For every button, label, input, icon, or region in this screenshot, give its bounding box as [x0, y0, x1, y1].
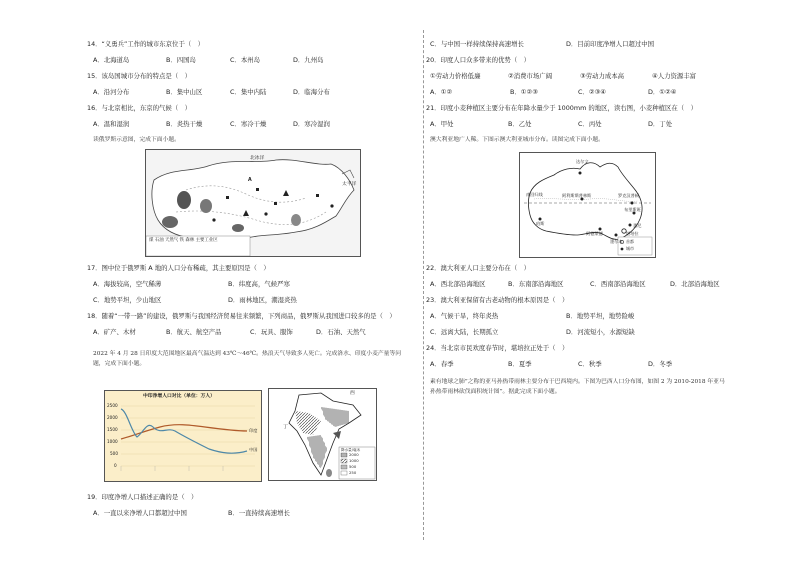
q16-option-b[interactable]: B．炎热干燥 — [166, 120, 203, 128]
label-xi: 西 — [350, 391, 355, 396]
q17-option-d[interactable]: D．雨林地区，潮湿炎热 — [228, 296, 297, 304]
q20-option-d[interactable]: D．①②④ — [648, 88, 677, 96]
q15-option-c[interactable]: C．集中内陆 — [230, 88, 267, 96]
q20-item-1: ①劳动力价格低廉 — [430, 72, 481, 80]
column-divider — [423, 30, 424, 540]
population-chart-svg — [105, 391, 261, 481]
q16-option-a[interactable]: A．温和湿润 — [93, 120, 130, 128]
q24-option-d[interactable]: D．冬季 — [648, 360, 673, 368]
q17-option-b[interactable]: B．纬度高，气候严寒 — [228, 280, 290, 288]
legend-city: 城市 — [626, 246, 634, 251]
russia-map — [145, 149, 361, 257]
q21-option-c[interactable]: C．丙处 — [578, 120, 602, 128]
q22-option-a[interactable]: A．西北部沿海地区 — [430, 280, 486, 288]
legend-gas: 天然气 — [165, 238, 179, 243]
q14-option-a[interactable]: A．北海道岛 — [93, 56, 130, 64]
legend-coal: 煤 — [149, 238, 154, 243]
y-tick-500: 500 — [110, 451, 118, 456]
legend-250: 250 — [349, 470, 357, 475]
population-chart — [104, 390, 262, 482]
q20-option-a[interactable]: A．①② — [430, 88, 453, 96]
q19-option-a[interactable]: A．一直以来净增人口都超过中国 — [93, 509, 187, 517]
q17-option-c[interactable]: C．地势平坦，少山地区 — [93, 296, 162, 304]
q14-stem: 14．“义勇兵”工作的城市东京位于（ ） — [87, 40, 205, 48]
q16-option-c[interactable]: C．寒冷干燥 — [230, 120, 267, 128]
label-pacific-ocean: 太平洋 — [342, 182, 357, 187]
legend-1000: 1000 — [349, 458, 359, 463]
q20-option-c[interactable]: C．②③④ — [578, 88, 607, 96]
q22-option-b[interactable]: B．东南部沿海地区 — [508, 280, 564, 288]
label-china: 中国 — [249, 447, 258, 452]
q17-stem: 17．图中位于俄罗斯 A 地的人口分布稀疏，其主要原因是（ ） — [87, 264, 270, 272]
label-arctic-ocean: 北冰洋 — [250, 156, 265, 161]
q19-option-d[interactable]: D．目前印度净增人口超过中国 — [566, 40, 654, 48]
legend-iron: 铁 — [179, 238, 185, 243]
q14-option-d[interactable]: D．九州岛 — [293, 56, 324, 64]
q14-option-c[interactable]: C．本州岛 — [230, 56, 261, 64]
australia-map — [519, 152, 656, 258]
india-line — [121, 425, 247, 439]
q20-item-3: ③劳动力成本高 — [580, 72, 625, 80]
city-perth: 珀斯 — [536, 221, 545, 226]
q18-stem: 18．随着“一带一路”的建设，俄罗斯与我国经济贸易往来频繁，下列商品，俄罗斯从我国进口较多的是（ ） — [87, 312, 396, 320]
label-ding: 丁 — [283, 425, 288, 430]
population-chart-title: 中印净增人口对比（单位：万人） — [143, 394, 215, 399]
q22-option-d[interactable]: D．北部沿海地区 — [670, 280, 720, 288]
q16-option-d[interactable]: D．寒冷湿润 — [293, 120, 330, 128]
india-precipitation-map — [268, 388, 377, 481]
legend-industrial-zone: 主要工业区 — [195, 238, 218, 243]
q15-stem: 15．该岛国城市分布的特点是（ ） — [87, 72, 191, 80]
q17-option-a[interactable]: A．海拔较高，空气稀薄 — [93, 280, 162, 288]
intro-india: 2022 年 4 月 28 日印度大范围地区最高气温达到 43℃～46℃。热浪天气导致多人死亡。完成洛水、印度小麦产量等问题，完成下面小题。 — [93, 351, 402, 367]
y-tick-1000: 1000 — [107, 439, 118, 444]
y-tick-2500: 2500 — [107, 403, 118, 408]
q15-option-d[interactable]: D．临海分布 — [293, 88, 330, 96]
q22-stem: 22．澳大利亚人口主要分布在（ ） — [426, 264, 530, 272]
city-rockhampton: 罗克汉普顿 — [618, 193, 639, 198]
q22-option-c[interactable]: C．西南部沿海地区 — [590, 280, 646, 288]
q23-option-d[interactable]: D．河流短小，水源短缺 — [566, 328, 635, 336]
india-map-svg — [269, 389, 376, 480]
q23-option-b[interactable]: B．地势平坦，地势险峻 — [566, 312, 635, 320]
label-tropic-of-capricorn: 南回归线 — [526, 192, 543, 197]
legend-forest: 森林 — [185, 238, 195, 243]
india-legend-title: 降水量/毫米 — [341, 448, 361, 452]
y-tick-0: 0 — [114, 463, 117, 468]
q20-item-4: ④人力资源丰富 — [652, 72, 697, 80]
q21-option-d[interactable]: D．丁处 — [648, 120, 673, 128]
q19-option-c[interactable]: C．与中国一样持续保持高速增长 — [430, 40, 524, 48]
y-tick-1500: 1500 — [107, 427, 118, 432]
q21-stem: 21．印度小麦种植区主要分布在年降水量少于 1000mm 的地区，读右图，小麦种植区在（ ） — [426, 104, 697, 112]
q18-option-b[interactable]: B．航天、航空产品 — [166, 328, 222, 336]
intro-russia: 读俄罗斯示意图，完成下面小题。 — [93, 137, 180, 143]
city-brisbane: 布里斯班 — [624, 207, 641, 212]
q21-option-a[interactable]: A．甲处 — [430, 120, 454, 128]
q20-stem: 20．印度人口众多带来的优势（ ） — [426, 56, 530, 64]
city-darwin: 达尔文 — [576, 159, 589, 164]
city-melbourne: 墨尔本 — [610, 239, 623, 244]
legend-oil: 石油 — [154, 238, 164, 243]
australia-map-svg — [520, 153, 655, 257]
q20-item-2: ②消费市场广阔 — [508, 72, 553, 80]
legend-2000: 2000 — [349, 452, 359, 457]
y-tick-2000: 2000 — [107, 415, 118, 420]
q24-option-c[interactable]: C．秋季 — [578, 360, 602, 368]
china-line — [121, 409, 247, 453]
q14-option-b[interactable]: B．四国岛 — [166, 56, 196, 64]
q18-option-c[interactable]: C．玩具、服饰 — [250, 328, 293, 336]
q24-stem: 24．当北京市民欢度春节时，堪培拉正处于（ ） — [426, 344, 569, 352]
legend-500: 500 — [349, 464, 357, 469]
city-sydney: 悉尼 — [633, 223, 642, 228]
q19-stem: 19．印度净增人口描述正确的是（ ） — [87, 493, 198, 501]
q18-option-a[interactable]: A．矿产、木材 — [93, 328, 136, 336]
city-canberra: 堪培拉 — [626, 231, 639, 236]
q23-stem: 23．澳大利亚保留有古老动物的根本原因是（ ） — [426, 296, 569, 304]
q21-option-b[interactable]: B．乙处 — [508, 120, 532, 128]
city-adelaide: 阿德莱德 — [586, 231, 603, 236]
q16-stem: 16．与北京相比，东京的气候（ ） — [87, 104, 191, 112]
label-india: 印度 — [249, 428, 258, 433]
q23-option-a[interactable]: A．气候干旱，终年炎热 — [430, 312, 499, 320]
intro-brazil: 素有地球之肺”之称的亚马孙热带雨林主要分布于巴西境内。下图为巴西人口分布图，如图 2 为 2010-2018 年亚马孙热带雨林砍伐面积统计图”。据此完成下面小题。 — [430, 379, 725, 396]
q15-option-b[interactable]: B．集中山区 — [166, 88, 203, 96]
q19-option-b[interactable]: B．一直持续高速增长 — [228, 509, 290, 517]
intro-australia: 澳大利亚地广人稀。下图示澳大利亚城市分布。读图完成下面小题。 — [430, 137, 604, 143]
q24-option-a[interactable]: A．春季 — [430, 360, 454, 368]
q20-option-b[interactable]: B．①②③ — [510, 88, 538, 96]
city-alice-springs: 阿利斯斯普林斯 — [562, 193, 592, 198]
q24-option-b[interactable]: B．夏季 — [508, 360, 532, 368]
q23-option-c[interactable]: C．远离大陆，长期孤立 — [430, 328, 499, 336]
q15-option-a[interactable]: A．沿河分布 — [93, 88, 130, 96]
q18-option-d[interactable]: D．石油、天然气 — [316, 328, 366, 336]
russia-map-legend — [149, 238, 249, 244]
legend-capital: 首都 — [626, 239, 634, 244]
label-region-a: A — [248, 178, 252, 183]
